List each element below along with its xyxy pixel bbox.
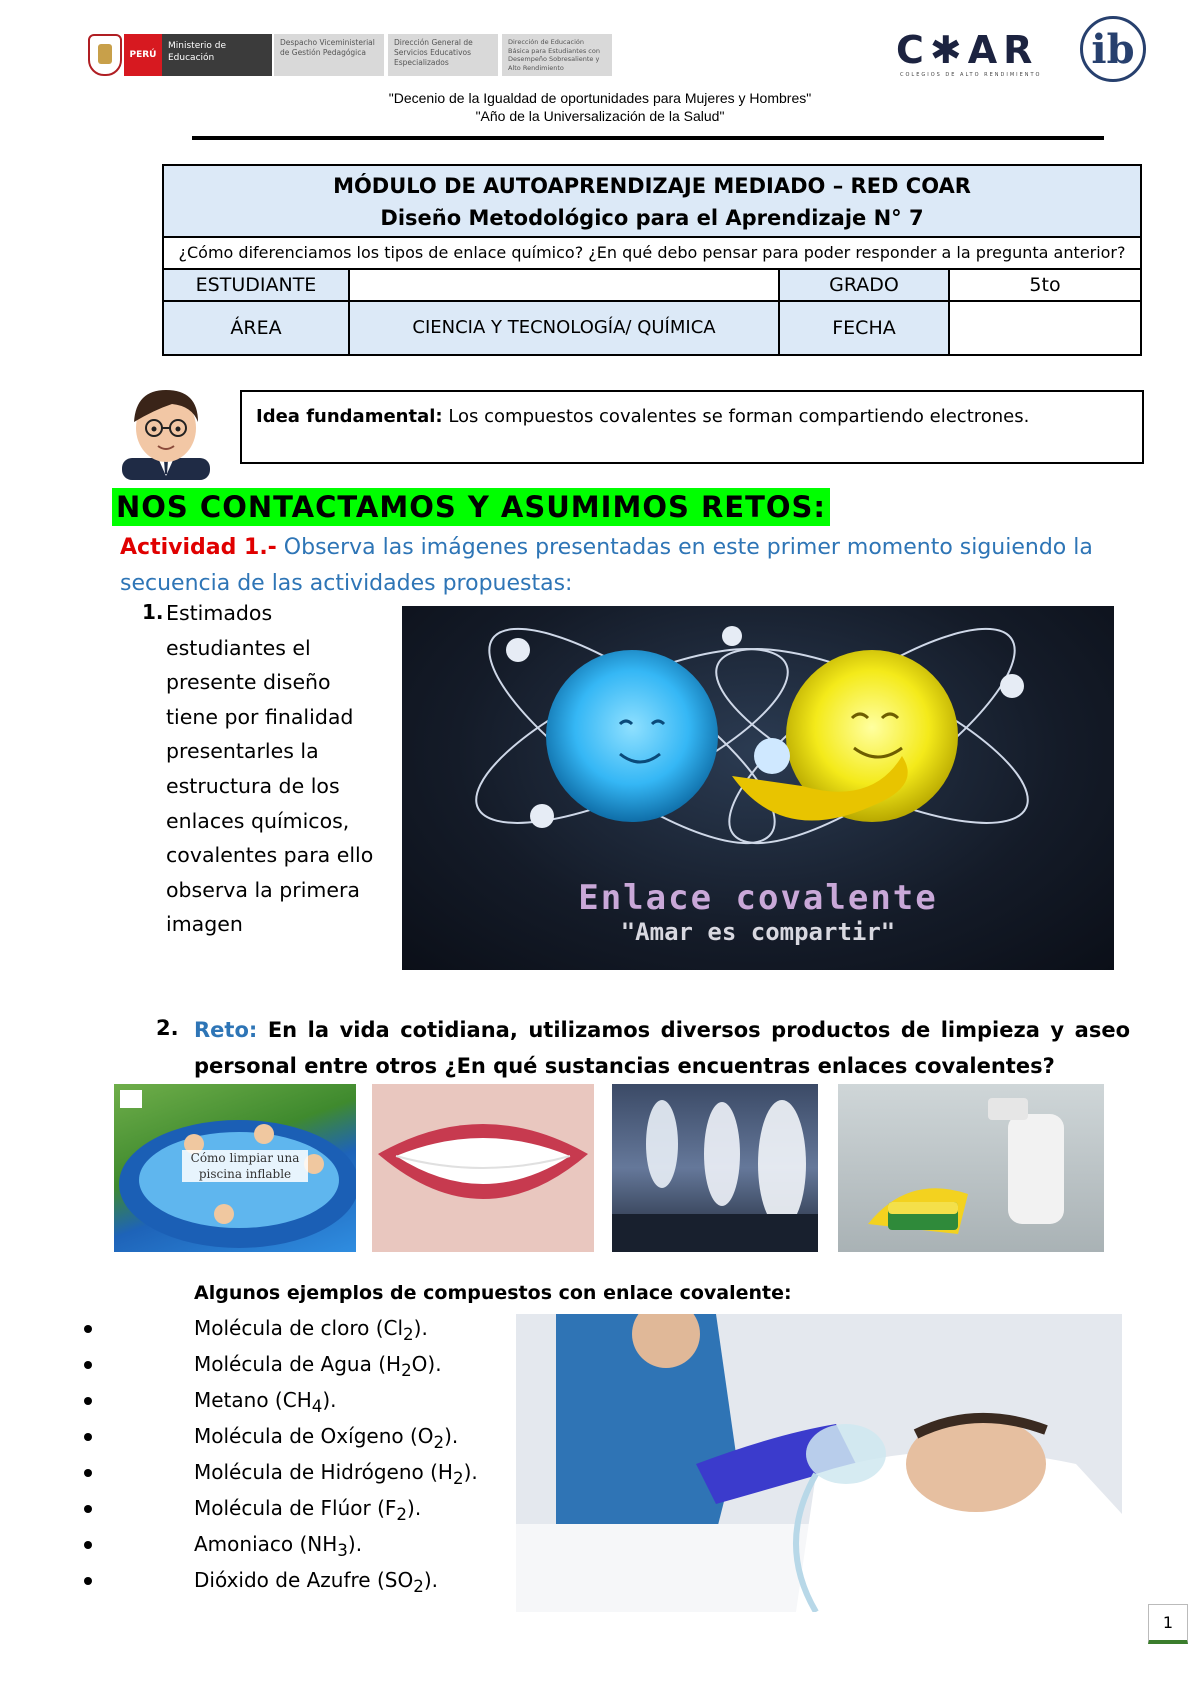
- area-label: ÁREA: [163, 301, 349, 355]
- coar-logo: C✱AR: [896, 28, 1039, 72]
- list-item: [84, 1490, 484, 1526]
- bullet-icon: [84, 1469, 92, 1477]
- example-suffix: ).: [347, 1532, 363, 1556]
- list-item: [84, 1310, 484, 1346]
- example-suffix: ).: [463, 1460, 478, 1484]
- example-subscript: 2: [433, 1433, 445, 1452]
- bullet-icon: [84, 1577, 92, 1585]
- peru-coat-of-arms-icon: [88, 34, 122, 76]
- bullet-icon: [84, 1433, 92, 1441]
- example-suffix: O).: [411, 1352, 442, 1376]
- student-label: ESTUDIANTE: [163, 269, 349, 301]
- bullet-icon: [84, 1505, 92, 1513]
- bullet-icon: [84, 1541, 92, 1549]
- example-text: Molécula de Hidrógeno (H: [194, 1460, 453, 1484]
- list-item: [84, 1382, 484, 1418]
- example-text: Dióxido de Azufre (SO: [194, 1568, 414, 1592]
- geyser-photo: [612, 1084, 818, 1252]
- example-suffix: ).: [407, 1496, 422, 1520]
- module-question: ¿Cómo diferenciamos los tipos de enlace químico? ¿En qué debo pensar para poder responder a la pregunta anterior?: [163, 237, 1141, 269]
- example-text: Amoniaco (NH: [194, 1532, 338, 1556]
- item-2-text: [194, 1012, 1130, 1084]
- bullet-icon: [84, 1397, 92, 1405]
- office-label-1: Despacho Viceministerial de Gestión Pedagógica: [274, 34, 384, 76]
- key-idea-box: [240, 390, 1144, 464]
- page-number: 1: [1148, 1604, 1188, 1644]
- area-value: CIENCIA Y TECNOLOGÍA/ QUÍMICA: [349, 301, 779, 355]
- item-2-number: 2.: [156, 1016, 179, 1040]
- ib-world-school-logo: ib: [1080, 16, 1146, 82]
- challenge-text: En la vida cotidiana, utilizamos diversos productos de limpieza y aseo personal entre otros ¿En qué sustancias encuentras enlaces covalentes?: [194, 1018, 1130, 1078]
- grade-label: GRADO: [779, 269, 949, 301]
- covalent-bond-image: [402, 606, 1114, 970]
- geyser-illustration: [612, 1084, 818, 1252]
- example-subscript: 2: [396, 1505, 408, 1524]
- key-idea-text: Los compuestos covalentes se forman compartiendo electrones.: [442, 406, 1030, 427]
- pool-photo: [114, 1084, 356, 1252]
- bullet-icon: [84, 1361, 92, 1369]
- list-item: [84, 1418, 484, 1454]
- cover-image-subtitle: "Amar es compartir": [620, 918, 896, 946]
- cleaning-illustration: [838, 1084, 1104, 1252]
- cleaning-photo: [838, 1084, 1104, 1252]
- cover-image-title: Enlace covalente: [578, 878, 938, 918]
- motto-line-2: "Año de la Universalización de la Salud": [475, 108, 725, 124]
- module-title-cell: [163, 165, 1141, 237]
- office-label-2: Dirección General de Servicios Educativos Especializados: [388, 34, 498, 76]
- example-text: Molécula de Oxígeno (O: [194, 1424, 434, 1448]
- module-title: MÓDULO DE AUTOAPRENDIZAJE MEDIADO – RED COAR: [333, 174, 971, 198]
- example-subscript: 4: [311, 1397, 323, 1416]
- patient-illustration: [516, 1314, 1122, 1612]
- challenge-label: Reto:: [194, 1018, 258, 1042]
- example-subscript: 2: [452, 1469, 464, 1488]
- examples-list: [84, 1310, 484, 1598]
- office-label-3: Dirección de Educación Básica para Estudiantes con Desempeño Sobresaliente y Alto Rendimiento: [502, 34, 612, 76]
- example-suffix: ).: [444, 1424, 459, 1448]
- header-divider: [192, 136, 1104, 140]
- smile-illustration: [372, 1084, 594, 1252]
- activity-1-label: Actividad 1.-: [120, 535, 277, 560]
- example-text: Molécula de cloro (Cl: [194, 1316, 404, 1340]
- example-suffix: ).: [322, 1388, 337, 1412]
- example-subscript: 3: [337, 1541, 348, 1560]
- motto-line-1: "Decenio de la Igualdad de oportunidades para Mujeres y Hombres": [388, 90, 812, 106]
- example-subscript: 2: [413, 1577, 424, 1596]
- bullet-icon: [84, 1325, 92, 1333]
- list-item: [84, 1454, 484, 1490]
- list-item: [84, 1526, 484, 1562]
- example-suffix: ).: [423, 1568, 438, 1592]
- date-value[interactable]: [949, 301, 1141, 355]
- example-subscript: 2: [403, 1325, 414, 1344]
- pool-photo-caption: Cómo limpiar una piscina inflable: [182, 1150, 308, 1182]
- grade-value: 5to: [949, 269, 1141, 301]
- section-title: NOS CONTACTAMOS Y ASUMIMOS RETOS:: [112, 488, 830, 526]
- coar-subtitle: COLEGIOS DE ALTO RENDIMIENTO: [900, 72, 1042, 78]
- activity-1-text: Observa las imágenes presentadas en este primer momento siguiendo la secuencia de las actividades propuestas:: [120, 535, 1093, 596]
- example-suffix: ).: [413, 1316, 428, 1340]
- item-1-text: Estimados estudiantes el presente diseño tiene por finalidad presentarles la estructura de los enlaces químicos, covalentes para ello observa la primera imagen: [166, 601, 374, 937]
- example-text: Molécula de Agua (H: [194, 1352, 402, 1376]
- example-subscript: 2: [401, 1361, 412, 1380]
- list-item: [84, 1346, 484, 1382]
- example-text: Molécula de Flúor (F: [194, 1496, 397, 1520]
- teacher-avatar-icon: [112, 384, 220, 480]
- list-item: [84, 1562, 484, 1598]
- date-label: FECHA: [779, 301, 949, 355]
- oxygen-mask-patient-photo: [516, 1314, 1122, 1612]
- example-text: Metano (CH: [194, 1388, 312, 1412]
- module-subtitle: Diseño Metodológico para el Aprendizaje N° 7: [380, 206, 924, 230]
- teeth-smile-photo: [372, 1084, 594, 1252]
- student-value[interactable]: [349, 269, 779, 301]
- examples-title: Algunos ejemplos de compuestos con enlace covalente:: [194, 1282, 792, 1304]
- activity-1: [120, 530, 1130, 602]
- item-1-number: 1.: [142, 600, 164, 624]
- module-info-table: [162, 164, 1142, 356]
- ministry-label: Ministerio de Educación: [162, 34, 272, 76]
- key-idea-label: Idea fundamental:: [256, 406, 443, 427]
- peru-label: PERÚ: [124, 34, 162, 76]
